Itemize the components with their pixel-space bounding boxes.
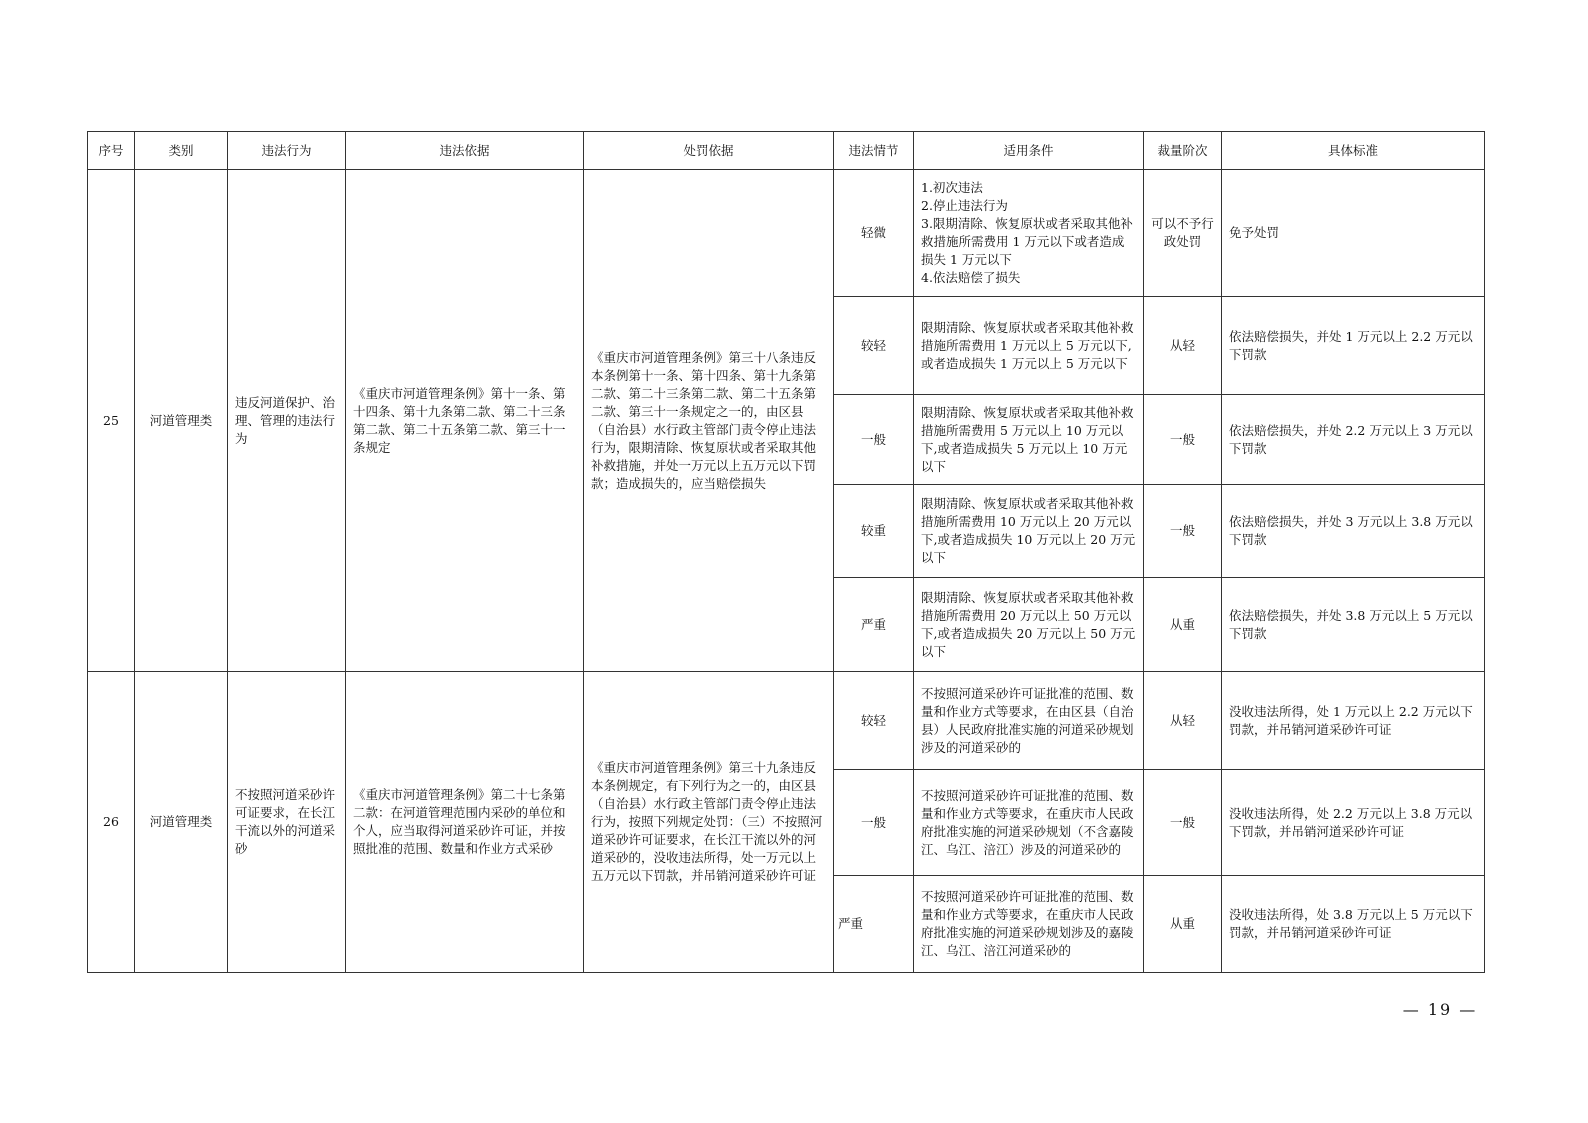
row-category: 河道管理类 <box>135 672 228 973</box>
row-behavior: 违反河道保护、治理、管理的违法行为 <box>228 170 346 672</box>
header-basis: 违法依据 <box>346 132 584 170</box>
table-row <box>88 170 1485 297</box>
circumstance: 轻微 <box>834 170 914 297</box>
circumstance: 严重 <box>834 876 914 973</box>
circumstance: 较轻 <box>834 297 914 395</box>
specific-standard: 免予处罚 <box>1222 170 1485 297</box>
specific-standard: 依法赔偿损失，并处 3.8 万元以上 5 万元以下罚款 <box>1222 578 1485 672</box>
conditions <box>914 395 1144 485</box>
row-behavior: 不按照河道采砂许可证要求，在长江干流以外的河道采砂 <box>228 672 346 973</box>
row-basis: 《重庆市河道管理条例》第二十七条第二款：在河道管理范围内采砂的单位和个人，应当取得河道采砂许可证，并按照批准的范围、数量和作业方式采砂 <box>346 672 584 973</box>
row-no: 26 <box>88 672 135 973</box>
row-no: 25 <box>88 170 135 672</box>
condition-line: 不按照河道采砂许可证批准的范围、数量和作业方式等要求，在重庆市人民政府批准实施的河道采砂规划涉及的嘉陵江、乌江、涪江河道采砂的 <box>921 889 1134 958</box>
discretion-level: 一般 <box>1144 770 1222 876</box>
condition-line: 限期清除、恢复原状或者采取其他补救措施所需费用 1 万元以上 5 万元以下,或者造成损失 1 万元以上 5 万元以下 <box>921 319 1134 371</box>
discretion-level: 一般 <box>1144 485 1222 578</box>
conditions <box>914 578 1144 672</box>
row-basis: 《重庆市河道管理条例》第十一条、第十四条、第十九条第二款、第二十三条第二款、第二十五条第二款、第三十一条规定 <box>346 170 584 672</box>
conditions <box>914 170 1144 297</box>
header-level: 裁量阶次 <box>1144 132 1222 170</box>
condition-line: 不按照河道采砂许可证批准的范围、数量和作业方式等要求，在由区县（自治县）人民政府批准实施的河道采砂规划涉及的河道采砂的 <box>921 685 1134 755</box>
header-penalty-basis: 处罚依据 <box>584 132 834 170</box>
header-circumstance: 违法情节 <box>834 132 914 170</box>
condition-line: 4.依法赔偿了损失 <box>921 270 1021 285</box>
condition-line: 限期清除、恢复原状或者采取其他补救措施所需费用 10 万元以上 20 万元以下,或者造成损失 10 万元以上 20 万元以下 <box>921 496 1136 565</box>
discretion-level: 从轻 <box>1144 297 1222 395</box>
specific-standard: 没收违法所得，处 2.2 万元以上 3.8 万元以下罚款，并吊销河道采砂许可证 <box>1222 770 1485 876</box>
condition-line: 3.限期清除、恢复原状或者采取其他补救措施所需费用 1 万元以下或者造成损失 1 万元以下 <box>921 216 1133 267</box>
circumstance: 较轻 <box>834 672 914 770</box>
page-number: — 19 — <box>1402 1000 1478 1019</box>
circumstance: 严重 <box>834 578 914 672</box>
header-behavior: 违法行为 <box>228 132 346 170</box>
table-row <box>88 672 1485 770</box>
circumstance: 较重 <box>834 485 914 578</box>
condition-line: 不按照河道采砂许可证批准的范围、数量和作业方式等要求，在重庆市人民政府批准实施的河道采砂规划（不含嘉陵江、乌江、涪江）涉及的河道采砂的 <box>921 787 1134 857</box>
specific-standard: 没收违法所得，处 3.8 万元以上 5 万元以下罚款，并吊销河道采砂许可证 <box>1222 876 1485 973</box>
penalty-table <box>87 131 1485 973</box>
discretion-level: 一般 <box>1144 395 1222 485</box>
row-penalty-basis: 《重庆市河道管理条例》第三十八条违反本条例第十一条、第十四条、第十九条第二款、第二十三条第二款、第二十五条第二款、第三十一条规定之一的，由区县（自治县）水行政主管部门责令停止违法行为，限期清除、恢复原状或者采取其他补救措施，并处一万元以上五万元以下罚款；造成损失的，应当赔偿损失 <box>584 170 834 672</box>
table-header-row <box>88 132 1485 170</box>
discretion-level: 从轻 <box>1144 672 1222 770</box>
circumstance: 一般 <box>834 770 914 876</box>
conditions <box>914 672 1144 770</box>
specific-standard: 依法赔偿损失，并处 2.2 万元以上 3 万元以下罚款 <box>1222 395 1485 485</box>
circumstance: 一般 <box>834 395 914 485</box>
conditions <box>914 876 1144 973</box>
header-category: 类别 <box>135 132 228 170</box>
condition-line: 限期清除、恢复原状或者采取其他补救措施所需费用 5 万元以上 10 万元以下,或者造成损失 5 万元以上 10 万元以下 <box>921 404 1134 474</box>
condition-line: 限期清除、恢复原状或者采取其他补救措施所需费用 20 万元以上 50 万元以下,或者造成损失 20 万元以上 50 万元以下 <box>921 589 1136 659</box>
conditions <box>914 770 1144 876</box>
discretion-level: 可以不予行政处罚 <box>1144 170 1222 297</box>
conditions <box>914 485 1144 578</box>
specific-standard: 依法赔偿损失，并处 1 万元以上 2.2 万元以下罚款 <box>1222 297 1485 395</box>
discretion-level: 从重 <box>1144 578 1222 672</box>
row-penalty-basis: 《重庆市河道管理条例》第三十九条违反本条例规定，有下列行为之一的，由区县（自治县）水行政主管部门责令停止违法行为，按照下列规定处罚：（三）不按照河道采砂许可证要求，在长江干流以外的河道采砂的，没收违法所得，处一万元以上五万元以下罚款，并吊销河道采砂许可证 <box>584 672 834 973</box>
specific-standard: 没收违法所得，处 1 万元以上 2.2 万元以下罚款，并吊销河道采砂许可证 <box>1222 672 1485 770</box>
header-conditions: 适用条件 <box>914 132 1144 170</box>
header-standard: 具体标准 <box>1222 132 1485 170</box>
row-category: 河道管理类 <box>135 170 228 672</box>
condition-line: 1.初次违法 <box>921 180 983 195</box>
specific-standard: 依法赔偿损失，并处 3 万元以上 3.8 万元以下罚款 <box>1222 485 1485 578</box>
conditions <box>914 297 1144 395</box>
discretion-level: 从重 <box>1144 876 1222 973</box>
header-no: 序号 <box>88 132 135 170</box>
condition-line: 2.停止违法行为 <box>921 198 1008 213</box>
